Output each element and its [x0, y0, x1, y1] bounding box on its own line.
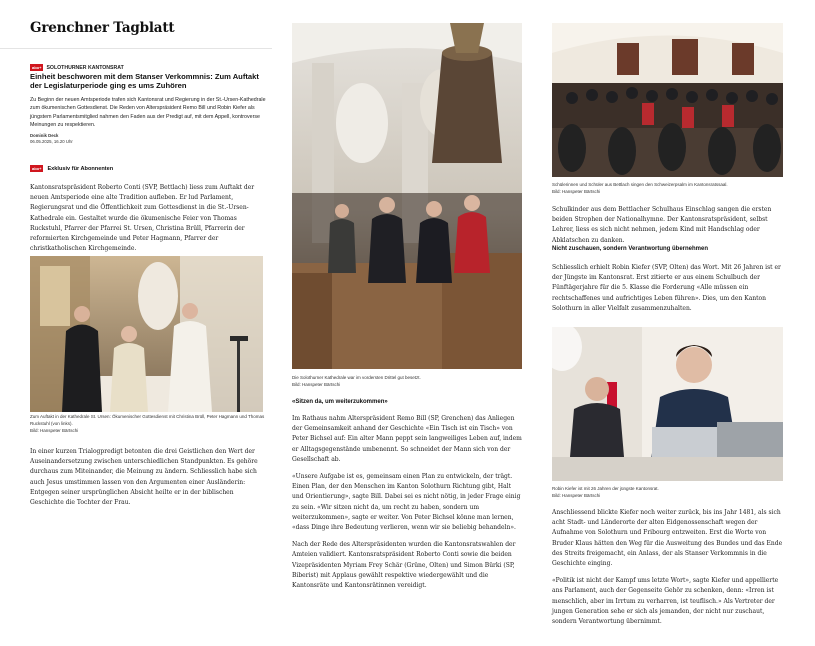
- article-body-col1-bottom: [30, 447, 266, 515]
- masthead-divider: [0, 48, 272, 49]
- paragraph: «Politik ist nicht der Kampf ums letzte Wort», sagte Kiefer und appellierte ans Parlament, auch der Gegenseite Gehör zu schenken, denn: «Irren ist menschlich, aber im Irrtum zu verharren, ist teuflisch.» Als Vertreter der jungen Generation sehe er sich als jemanden, der nicht nur zuschaut, sondern Verantwortung übernimmt.: [552, 577, 779, 626]
- caption-text: Zum Auftakt in der Kathedrale St. Ursen: Ökumenischer Gottesdienst mit Christina Brüll, Peter Hagmann und Thomas Ruckstuhl (von links).: [30, 414, 265, 426]
- paragraph: Anschliessend blickte Kiefer noch weiter zurück, bis ins Jahr 1481, als sich acht Stadt- und Länderorte der alten Eidgenossenschaft wegen der Aufnahme von Solothurn und Fribourg entzweiten. Erst die Worte von Bruder Klaus hätten den Weg für die Ausweitung des Bundes und das Ende des Streits freigemacht, ein Anlass, der als Stanser Verkommnis in die Geschichte einging.: [552, 509, 783, 568]
- photo2-caption: [292, 375, 524, 389]
- caption-text: Die Solothurner Kathedrale war im vordersten Drittel gut besetzt.: [292, 375, 421, 380]
- paragraph: «Unsere Aufgabe ist es, gemeinsam einen Plan zu entwickeln, der trägt. Einen Plan, der den Menschen im Kanton Solothurn Richtung gibt, Halt und Orientierung», sagte Bill. Dabei sei es nicht nötig, in jeder Frage einig zu sein. «Wir sitzen nicht da, um recht zu haben, sondern um weiterzukommen», sagte er weiter. Von Peter Bichsel könne man lernen, «dass Dinge ihre Bedeutung verlieren, wenn wir sie beliebig behandeln».: [292, 473, 521, 532]
- article-body-col2: [292, 414, 524, 598]
- author-name[interactable]: Dominik Deck: [30, 133, 59, 138]
- paragraph: Schliesslich erhielt Robin Kiefer (SVP, Olten) das Wort. Mit 26 Jahren ist er der Jüngste im Kantonsrat. Erst zitierte er aus einem Schulbuch der Fünftägerjahre für die 5. Klasse die Forderung «Alle müssen ein rechtschaffenes und aufrichtiges Leben führen». Dies, um den Kanton Solothurn in aller Vielfalt zusammenzuhalten.: [552, 264, 781, 312]
- paragraph: Nach der Rede des Alterspräsidenten wurden die Kantonsratswahlen der Amteien validiert. Kantonsratspräsident Roberto Conti sowie die beiden Vizepräsidenten Myriam Frey Schär (Grüne, Olten) und Simon Bürki (SP, Biberist) mit Applaus gewählt respektive wiedergewählt und die Kantonsräte und Kantonsrätinnen vereidigt.: [292, 541, 516, 590]
- photo-children-singing[interactable]: [552, 23, 783, 177]
- photo-clergy-service[interactable]: [30, 256, 263, 412]
- article-kicker: [30, 64, 124, 71]
- premium-label: Exklusiv für Abonnenten: [47, 165, 114, 172]
- caption-text: Robin Kiefer ist mit 26 Jahren der jüngste Kantonsrat.: [552, 486, 659, 491]
- paragraph: Schulkinder aus dem Bettlacher Schulhaus Einschlag sangen die ersten beiden Strophen der Nationalhymne. Der Kantonsratspräsident, selbst Lehrer, liess es sich nicht nehmen, jedem Kind mit Handschlag oder Abklatschen zu danken.: [552, 206, 772, 244]
- photo-credit: Bild: Hanspeter Bärtschi: [292, 381, 341, 387]
- photo4-caption: [552, 486, 784, 500]
- publish-date: 06.05.2025, 16.20 Uhr: [30, 139, 73, 144]
- abo-plus-badge: abo+: [32, 64, 42, 70]
- photo-cathedral-interior[interactable]: [292, 23, 522, 369]
- byline: [30, 133, 73, 145]
- article-body-col3-bottom: [552, 508, 784, 634]
- paragraph: In einer kurzen Trialogpredigt betonten die drei Geistlichen den Wert der Auseinandersetzung zwischen unterschiedlichen Standpunkten. Es gehöre durchaus zum Miteinander, die Meinung zu ändern. Schliesslich habe sich auch Jesus umstimmen lassen von den Argumenten einer Ausländerin: Entgegen seiner ursprünglichen Absicht heilte er in der biblischen Geschichte die Tochter der Frau.: [30, 448, 258, 507]
- photo-credit: Bild: Hanspeter Bärtschi: [30, 427, 79, 433]
- article-body-col3-mid: [552, 263, 784, 321]
- section-subhead-2: Nicht zuschauen, sondern Verantwortung übernehmen: [552, 246, 709, 252]
- article-body-col1-top: [30, 183, 266, 261]
- premium-notice: [30, 165, 113, 172]
- article-lead: Zu Beginn der neuen Amtsperiode trafen sich Kantonsrat und Regierung in der St.-Ursen-Kathedrale zum ökumenischen Gottesdienst. Die Reden von Alterspräsident Remo Bill und Robin Kiefer als jüngstem Parlamentsmitglied nahmen den Faden aus der Predigt auf, mit dem Appell, kontroverse Meinungen zu respektieren.: [30, 97, 266, 128]
- photo3-caption: [552, 182, 784, 196]
- paragraph: Im Rathaus nahm Alterspräsident Remo Bill (SP, Grenchen) das Anliegen der Gemeinsamkeit anhand der Geschichte «Ein Tisch ist ein Tisch» von Peter Bichsel auf: Ein alter Mann peppt sein langweiliges Leben auf, indem er Alltagsgegenstände umbenennt. So schneidet der Mann sich von der Gesellschaft ab.: [292, 415, 522, 463]
- photo1-caption: [30, 414, 266, 434]
- caption-text: Schülerinnen und Schüler aus Bettlach singen den Schweizerpsalm im Kantonsratssaal.: [552, 182, 728, 187]
- kicker-label: SOLOTHURNER KANTONSRAT: [46, 64, 124, 71]
- site-logo[interactable]: Grenchner Tagblatt: [30, 20, 175, 36]
- abo-plus-badge-2: abo+: [32, 165, 42, 171]
- photo-credit: Bild: Hanspeter Bärtschi: [552, 492, 601, 498]
- photo-robin-kiefer[interactable]: [552, 327, 783, 481]
- article-headline: Einheit beschworen mit dem Stanser Verkommnis: Zum Auftakt der Legislaturperiode ging es ums Zuhören: [30, 72, 259, 90]
- paragraph: Kantonsratspräsident Roberto Conti (SVP, Bettlach) liess zum Auftakt der neuen Amtsperiode eine alte Tradition aufleben. Er lud Parlament, Regierungsrat und die Öffentlichkeit zum Gottesdienst in die St.-Ursen-Kathedrale ein. Gestaltet wurde die ökumenische Feier von Thomas Ruckstuhl, Pfarrer der Pfarrei St. Ursen, Christina Brüll, Pfarrerin der reformierten Kirchgemeinde und Peter Hagmann, Pfarrer der christkatholischen Kirchgemeinde.: [30, 184, 255, 253]
- section-subhead: «Sitzen da, um weiterzukommen»: [292, 399, 388, 405]
- photo-credit: Bild: Hanspeter Bärtschi: [552, 188, 601, 194]
